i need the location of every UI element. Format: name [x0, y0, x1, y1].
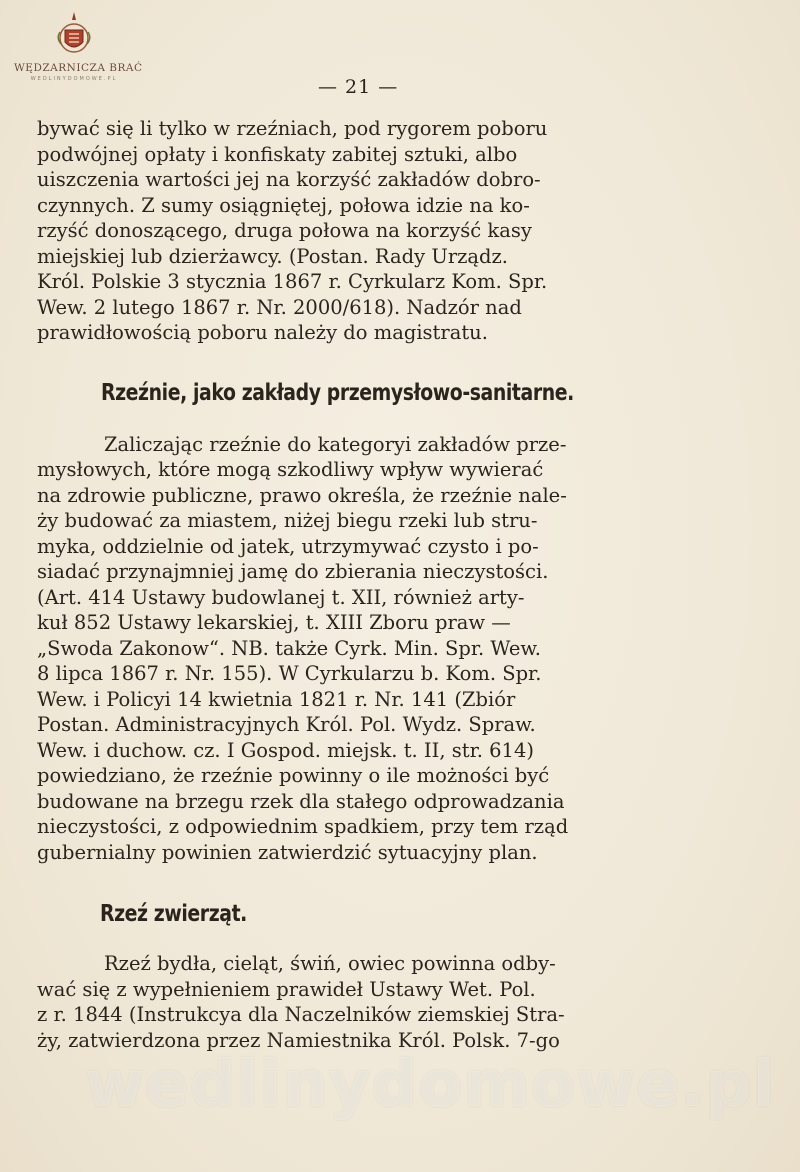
crest-icon [52, 10, 96, 60]
text-line: miejskiej lub dzierżawcy. (Postan. Rady Urządz. [37, 244, 508, 268]
text-line: Król. Polskie 3 stycznia 1867 r. Cyrkularz Kom. Spr. [37, 270, 548, 293]
text-line: „Swoda Zakonow“. NB. także Cyrk. Min. Spr. Wew. [37, 636, 541, 660]
text-line: rzyść donoszącego, druga połowa na korzyść kasy [37, 219, 532, 242]
text-line: budowane na brzegu rzek dla stałego odprowadzania [37, 789, 565, 813]
text-line: czynnych. Z sumy osiągniętej, połowa idzie na ko- [37, 193, 530, 217]
text-line: 8 lipca 1867 r. Nr. 155). W Cyrkularzu b. Kom. Spr. [37, 662, 542, 685]
text-line: bywać się li tylko w rzeźniach, pod rygorem poboru [37, 117, 548, 140]
text-line: siadać przynajmniej jamę do zbierania nieczystości. [37, 560, 549, 583]
text-line: (Art. 414 Ustawy budowlanej t. XII, również arty- [37, 585, 525, 609]
text-line: powiedziano, że rzeźnie powinny o ile możności być [37, 764, 550, 787]
text-line: Wew. i duchow. cz. I Gospod. miejsk. t. II, str. 614) [37, 738, 534, 762]
logo-name: WĘDZARNICZA BRAĆ [14, 62, 143, 74]
text-line: Wew. i Policyi 14 kwietnia 1821 r. Nr. 141 (Zbiór [37, 687, 516, 711]
text-line: kuł 852 Ustawy lekarskiej, t. XIII Zboru praw — [37, 611, 511, 634]
watermark: wedlinydomowe.pl [85, 1048, 776, 1122]
text-line: prawidłowością poboru należy do magistratu. [37, 321, 488, 344]
logo-subtitle: WEDLINYDOMOWE.PL [30, 76, 118, 82]
site-logo[interactable] [14, 10, 143, 100]
text-line: mysłowych, które mogą szkodliwy wpływ wywierać [37, 458, 544, 481]
text-line: gubernialny powinien zatwierdzić sytuacyjny plan. [37, 840, 538, 864]
text-line: na zdrowie publiczne, prawo określa, że rzeźnie nale- [37, 483, 567, 507]
text-line: Wew. 2 lutego 1867 r. Nr. 2000/618). Nadzór nad [37, 295, 522, 319]
text-line: podwójnej opłaty i konfiskaty zabitej sztuki, albo [37, 142, 518, 166]
text-line: Postan. Administracyjnych Król. Pol. Wydz. Spraw. [37, 713, 536, 736]
text-line: Zaliczając rzeźnie do kategoryi zakładów prze- [104, 432, 567, 456]
page-number: — 21 — [318, 76, 399, 98]
text-line: z r. 1844 (Instrukcya dla Naczelników ziemskiej Stra- [37, 1003, 565, 1026]
section-heading-slaughter: Rzeź zwierząt. [100, 901, 247, 927]
text-line: myka, oddzielnie od jatek, utrzymywać czysto i po- [37, 534, 539, 558]
paragraph-slaughterhouses [37, 432, 683, 866]
section-heading-slaughterhouses: Rzeźnie, jako zakłady przemysłowo-sanitarne. [101, 379, 574, 406]
text-line: wać się z wypełnieniem prawideł Ustawy Wet. Pol. [37, 977, 536, 1001]
paragraph-slaughter [37, 951, 683, 1053]
text-line: uiszczenia wartości jej na korzyść zakładów dobro- [37, 168, 541, 191]
text-line: Rzeź bydła, cieląt, świń, owiec powinna odby- [104, 952, 556, 975]
page-content [37, 116, 683, 1053]
paragraph-continuation [37, 116, 683, 346]
text-line: ży, zatwierdzona przez Namiestnika Król. Polsk. 7-go [37, 1028, 560, 1052]
text-line: ży budować za miastem, niżej biegu rzeki lub stru- [37, 509, 538, 532]
text-line: nieczystości, z odpowiednim spadkiem, przy tem rząd [37, 815, 569, 838]
